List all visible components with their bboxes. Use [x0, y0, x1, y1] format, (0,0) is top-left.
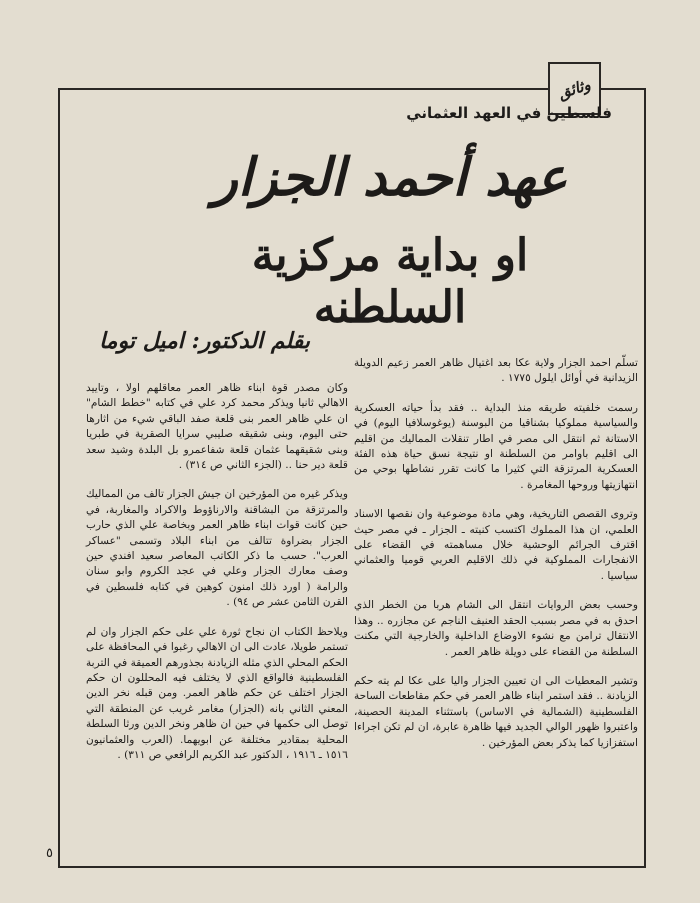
page-number: ٥ — [46, 846, 53, 861]
section-logo-text: وثائق — [556, 74, 593, 103]
paragraph: وكان مصدر قوة ابناء ظاهر العمر معاقلهم اولا ، وتاييد الاهالي ثانيا ويذكر محمد كرد علي في كتابه "خطط الشام" ان علي ظاهر العمر بنى قلعة صفد الباقي شيء من اثارها حتى اليوم، وبنى شقيقه صليبي سرايا الصقرية في طبريا وبنى شقيقهما عثمان قلعة شفاعمرو بل البلدة وشيد سعد قلعة دير حنا .. (الجزء الثاني ص ٣١٤) . — [86, 382, 348, 472]
paragraph: ويلاحظ الكتاب ان نجاح ثورة علي على حكم الجزار وان لم تستمر طويلا، عادت الى ان الاهالي رغبوا في المحافظة على الحكم المحلي الذي مثله الزيادنة بجذورهم العميقة في التربة الفلسطينية فالواقع الذي لا يختلف فيه المحللون ان حكم الجزار اختلف عن حكم ظاهر العمر. ومن قبله نخر الدين المعني الثاني بانه (الجزار) مغامر غريب عن المنطقة التي توصل الى حكمها في حين ان ظاهر ونخر الدين ورثا السلطة المحلية بمقادير مختلفة عن ابويهما. (العرب والعثمانيون ١٥١٦ ـ ١٩١٦ ، الدكتور عبد الكريم الرافعي ص ٣١١) . — [86, 625, 348, 761]
paragraph: وتشير المعطيات الى ان تعيين الجزار واليا على عكا لم يته حكم الزيادنة .. فقد استمر ابناء ظاهر العمر في حكم مقاطعات الساحة الفلسطينية (الشمالية في الاساس) باستثناء المدينة الحصينة، واعتبروا ظهور الوالي الجديد فيها ظاهرة عابرة، ان لم تكن اجراءا استفزازيا كما يذكر بعض المؤرخين . — [354, 674, 638, 749]
article-subtitle: او بداية مركزية السلطنه — [251, 230, 529, 333]
series-title: فلسطين في العهد العثماني — [406, 104, 612, 122]
left-column — [86, 381, 348, 777]
paragraph: ويذكر غيره من المؤرخين ان جيش الجزار تالف من المماليك والمرتزقة من البشاقنة والارناؤوط والاكراد والمغاربة، في حين كانت قوات ابناء ظاهر العمر وبخاصة علي الذي حارب الجزار بضراوة تتالف من ابناء البلاد وتسمى "عساكر العرب". حسب ما ذكر الكاتب المعاصر سعيد افندي حين وصف معارك الجزار وعلي في عجد الكروم وابو سنان والرامة ( اورد ذلك امنون كوهين في كتابه فلسطين في القرن الثامن عشر ص ٩٤) . — [86, 488, 348, 609]
author-byline: بقلم الدكتور: اميل توما — [99, 328, 310, 354]
paragraph: تسلّم احمد الجزار ولاية عكا بعد اغتيال ظاهر العمر زعيم الدويلة الزيدانية في أوائل ايلول ١٧٧٥ . — [354, 357, 638, 385]
right-column — [354, 356, 638, 765]
paragraph: وحسب بعض الروايات انتقل الى الشام هربا من الخطر الذي احدق به في مصر بسبب الحقد العنيف الناجم عن مجازره .. وهذا الانتقال ترامن مع نشوء الاوضاع الداخلية والخارجية التي مكنت السلطنة من القضاء على دويلة ظاهر العمر . — [354, 599, 638, 658]
paragraph: وتروى القصص التاريخية، وهي مادة موضوعية وان نقصها الاسناد العلمي، ان هذا المملوك اكتسب كنيته ـ الجزار ـ في مصر حيث اقترف الجرائم الوحشية خلال مساهمته في القضاء على الانفجارات المملوكية في ذلك الاقليم العربي قوميا والعثماني سياسيا . — [354, 508, 638, 582]
article-title: عهد أحمد الجزار — [212, 147, 568, 208]
paragraph: رسمت خلفيته طريقه منذ البداية .. فقد بدأ حياته العسكرية والسياسية مملوكيا بشناقيا من البوسنة (يوغوسلافيا اليوم) في الاستانة ثم انتقل الى مصر في اطار تنقلات المماليك من اقليم الى اقليم باوامر من السلطنة او نتيجة نسق حياة هذه الفئة العسكرية المرتزقة التي كثيرا ما كانت تقرر نشاطها بوحي من انتهازيتها وروحها المغامرة . — [354, 401, 638, 491]
